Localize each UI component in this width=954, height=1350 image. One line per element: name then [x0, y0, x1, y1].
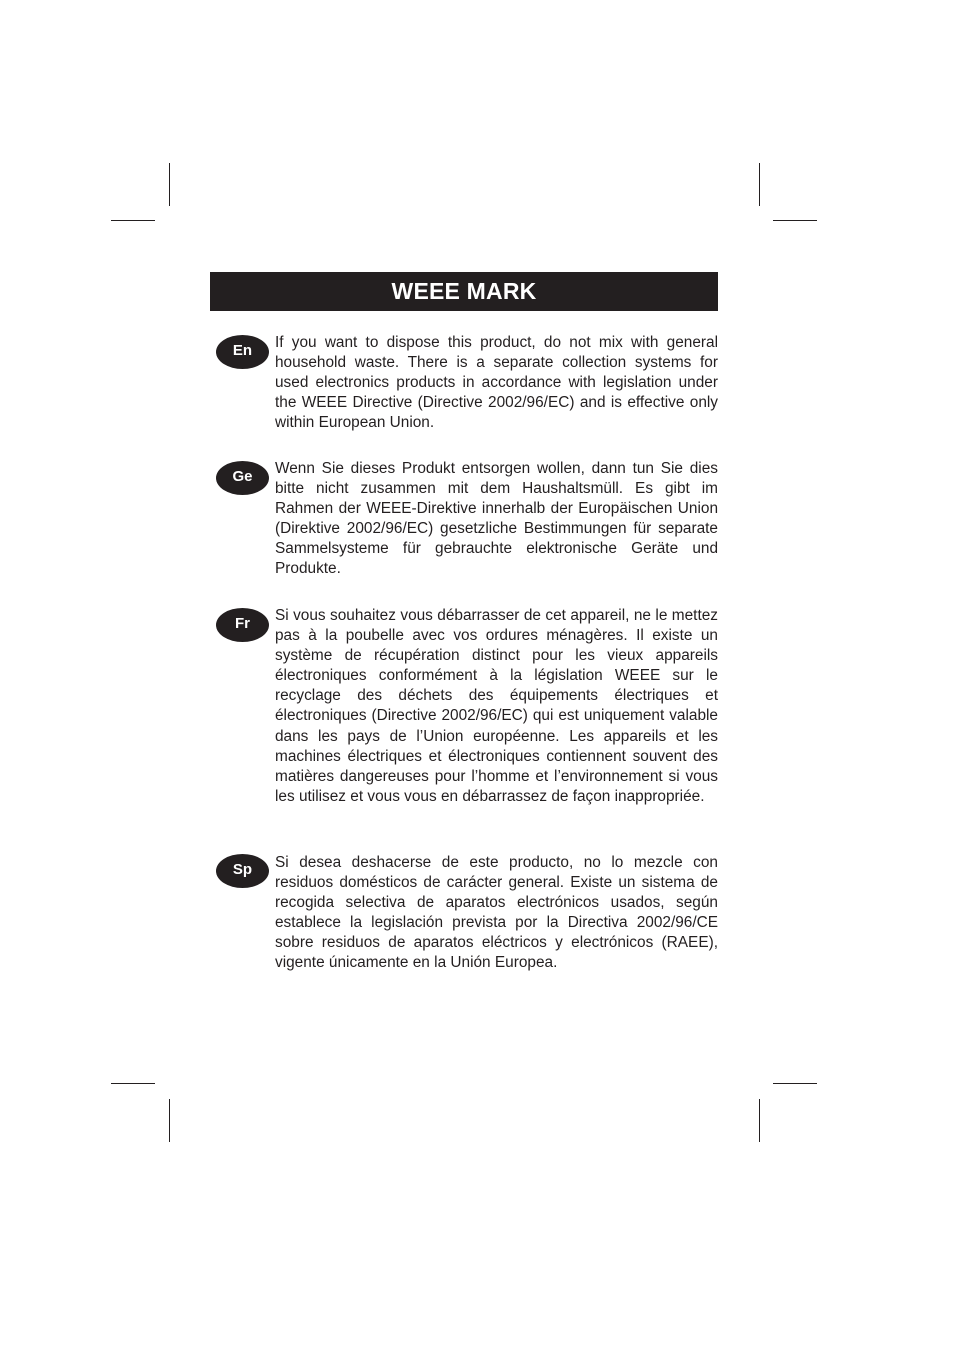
crop-mark-top-right-vertical	[759, 163, 760, 206]
crop-mark-top-left-horizontal	[111, 220, 155, 221]
crop-mark-bottom-right-vertical	[759, 1099, 760, 1142]
section-text-spanish: Si desea deshacerse de este producto, no lo mezcle con residuos domésticos de carácter general. Existe un sistema de recogida selectiva de aparatos electrónicos usados, según establece la legislación prevista por la Directiva 2002/96/CE sobre residuos de aparatos eléctricos y electrónicos (RAEE), vigente únicamente en la Unión Europea.	[275, 854, 718, 972]
section-text-english: If you want to dispose this product, do not mix with general household waste. There is a separate collection systems for used electronics products in accordance with legislation under the WEEE Directive (Directive 2002/96/EC) and is effective only within European Union.	[275, 334, 718, 432]
language-badge-english: En	[216, 335, 269, 369]
page-title: WEEE MARK	[391, 278, 537, 304]
language-badge-spanish: Sp	[216, 854, 269, 888]
language-badge-german: Ge	[216, 461, 269, 495]
language-badge-french: Fr	[216, 608, 269, 642]
section-text-german: Wenn Sie dieses Produkt entsorgen wollen, dann tun Sie dies bitte nicht zusammen mit dem Haushaltsmüll. Es gibt im Rahmen der WEEE-Direktive innerhalb der Europäischen Union (Direktive 2002/96/EC) gesetzliche Bestimmungen für separate Sammelsysteme für gebrauchte elektronische Geräte und Produkte.	[275, 460, 718, 578]
title-bar	[210, 272, 718, 311]
crop-mark-bottom-right-horizontal	[773, 1083, 817, 1084]
crop-mark-top-right-horizontal	[773, 220, 817, 221]
crop-mark-bottom-left-horizontal	[111, 1083, 155, 1084]
crop-mark-bottom-left-vertical	[169, 1099, 170, 1142]
section-text-french: Si vous souhaitez vous débarrasser de cet appareil, ne le mettez pas à la poubelle avec vos ordures ménagères. Il existe un système de récupération distinct pour les vieux appareils électroniques conformément à la législation WEEE sur le recyclage des déchets des équipements électriques et électroniques (Directive 2002/96/EC) qui est uniquement valable dans les pays de l’Union européenne. Les appareils et les machines électriques et électroniques contiennent souvent des matières dangereuses pour l’homme et l’environnement si vous les utilisez et vous vous en débarrassez de façon inappropriée.	[275, 607, 718, 805]
crop-mark-top-left-vertical	[169, 163, 170, 206]
